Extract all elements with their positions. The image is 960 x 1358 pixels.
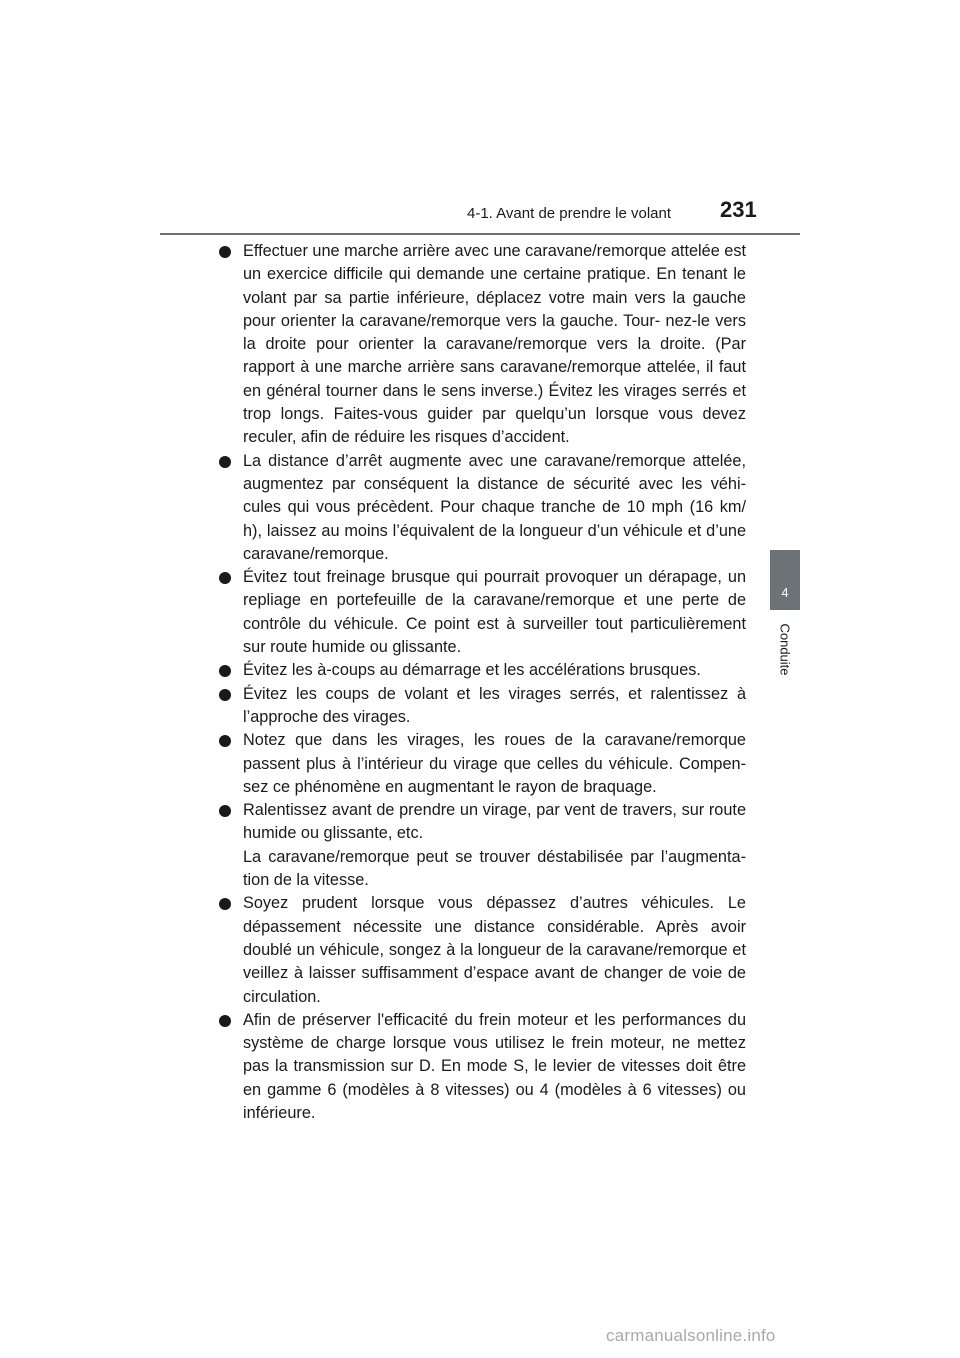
bullet-icon	[219, 898, 231, 910]
bullet-icon	[219, 456, 231, 468]
bullet-icon	[219, 246, 231, 258]
bullet-text: Effectuer une marche arrière avec une caravane/remorque attelée est un exercice difficile qui demande une certaine pratique. En tenant le volant par sa partie inférieure, déplacez votre main vers la gauche pour orienter la caravane/remorque vers la gauche. Tour- nez-le vers la droite pour orienter la caravane/remorque vers la droite. (Par rapport à une marche arrière sans caravane/remorque attelée, il faut en général tourner dans le sens inverse.) Évitez les virages serrés et trop longs. Faites-vous guider par quelqu’un lorsque vous devez reculer, afin de réduire les risques d’accident.	[243, 242, 746, 447]
bullet-icon	[219, 805, 231, 817]
list-item	[216, 659, 746, 682]
bullet-text: Évitez les à-coups au démarrage et les accélérations brusques.	[243, 661, 701, 680]
chapter-label	[774, 618, 796, 680]
list-item	[216, 1009, 746, 1125]
list-item	[216, 683, 746, 730]
bullet-icon	[219, 689, 231, 701]
bullet-note: La caravane/remorque peut se trouver déstabilisée par l’augmenta- tion de la vitesse.	[243, 847, 746, 890]
bullet-icon	[219, 665, 231, 677]
header-divider	[160, 233, 800, 235]
section-title: 4-1. Avant de prendre le volant	[467, 205, 672, 222]
chapter-number: 4	[781, 585, 789, 600]
bullet-text: Évitez les coups de volant et les virages serrés, et ralentissez à l’approche des virages.	[243, 684, 746, 726]
list-item	[216, 450, 746, 566]
list-item	[216, 799, 746, 892]
bullet-text: Ralentissez avant de prendre un virage, par vent de travers, sur route humide ou glissante, etc.	[243, 801, 746, 843]
bullet-icon	[219, 1015, 231, 1027]
list-item	[216, 240, 746, 450]
page-number: 231	[720, 197, 757, 222]
bullet-list	[216, 240, 746, 1125]
bullet-text: Afin de préserver l'efficacité du frein moteur et les performances du système de charge lorsque vous utilisez le frein moteur, ne mettez pas la transmission sur D. En mode S, le levier de vitesses doit être en gamme 6 (modèles à 8 vitesses) ou 4 (modèles à 6 vitesses) ou inférieure.	[243, 1010, 746, 1122]
list-item	[216, 892, 746, 1008]
watermark: carmanualsonline.info	[606, 1326, 776, 1345]
list-item	[216, 566, 746, 659]
bullet-text: Soyez prudent lorsque vous dépassez d’autres véhicules. Le dépassement nécessite une distance considérable. Après avoir doublé un véhicule, songez à la longueur de la caravane/remorque et veillez à laisser suffisamment d’espace avant de changer de voie de circulation.	[243, 894, 746, 1006]
chapter-tab	[770, 550, 800, 610]
bullet-icon	[219, 735, 231, 747]
list-item	[216, 729, 746, 799]
bullet-text: Notez que dans les virages, les roues de la caravane/remorque passent plus à l’intérieur du virage que celles du véhicule. Compen- sez ce phénomène en augmentant le rayon de braquage.	[243, 731, 746, 796]
bullet-text: Évitez tout freinage brusque qui pourrait provoquer un dérapage, un repliage en portefeuille de la caravane/remorque et une perte de contrôle du véhicule. Ce point est à surveiller tout particulièrement sur route humide ou glissante.	[243, 568, 746, 657]
bullet-text: La distance d’arrêt augmente avec une caravane/remorque attelée, augmentez par conséquent la distance de sécurité avec les véhi- cules qui vous précèdent. Pour chaque tranche de 10 mph (16 km/ h), laissez au moins l’équivalent de la longueur d’un véhicule et d’une caravane/remorque.	[243, 451, 746, 563]
bullet-icon	[219, 572, 231, 584]
chapter-label-text: Conduite	[777, 622, 793, 676]
